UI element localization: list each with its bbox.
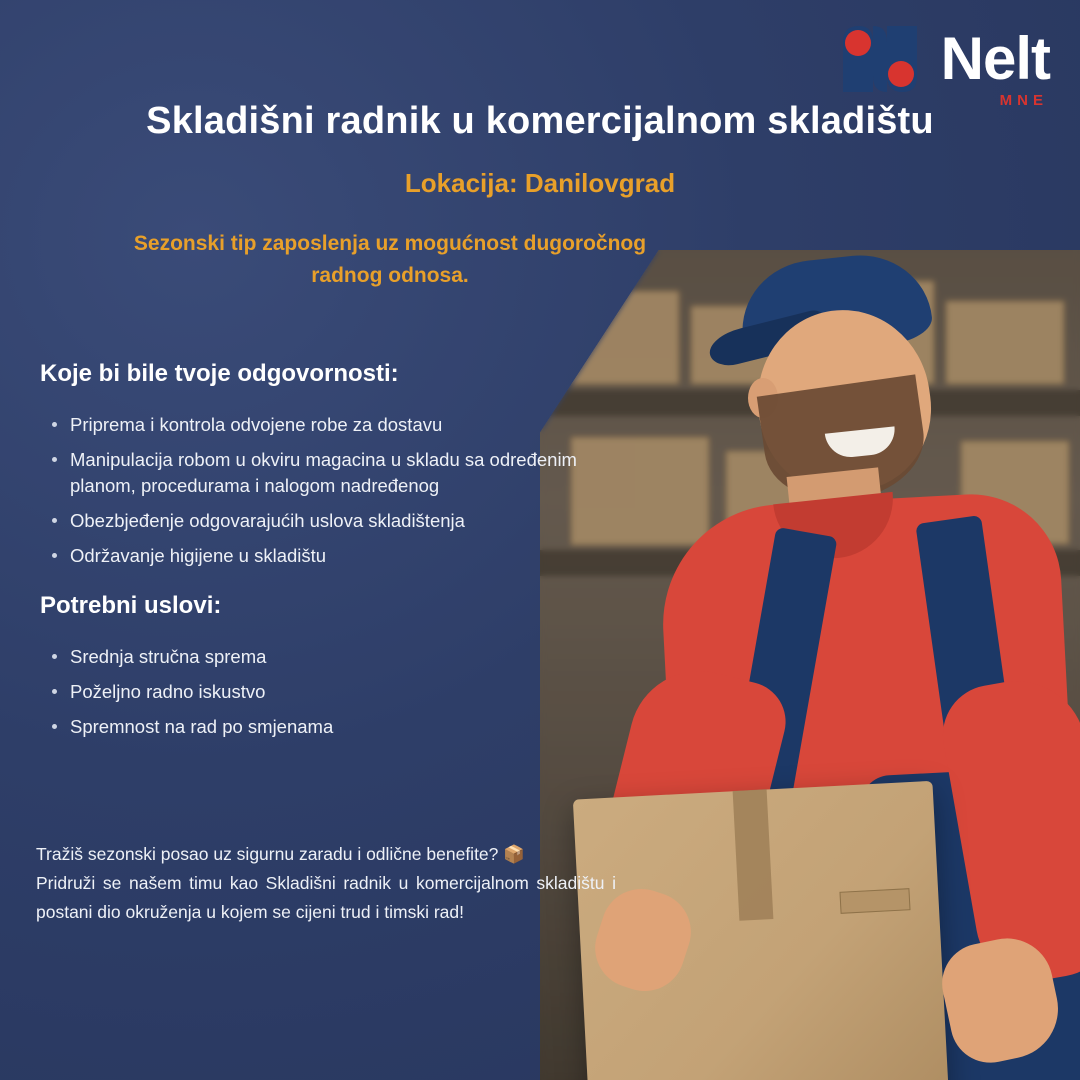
call-to-action — [36, 840, 616, 927]
list-item: Obezbjeđenje odgovarajućih uslova skladištenja — [40, 508, 640, 534]
responsibilities-heading: Koje bi bile tvoje odgovornosti: — [40, 360, 399, 387]
responsibilities-section — [40, 360, 640, 578]
requirements-list — [40, 644, 640, 740]
nelt-logo — [837, 22, 1050, 109]
list-item: Poželjno radno iskustvo — [40, 679, 640, 705]
nelt-logo-wordmark: Nelt — [940, 25, 1050, 92]
nelt-logo-subtext: MNE — [999, 92, 1048, 109]
list-item: Priprema i kontrola odvojene robe za dostavu — [40, 412, 640, 438]
list-item: Spremnost na rad po smjenama — [40, 714, 640, 740]
cta-line-1: Tražiš sezonski posao uz sigurnu zaradu i odlične benefite? 📦 — [36, 844, 526, 864]
cardboard-box-label — [839, 888, 910, 914]
responsibilities-list — [40, 412, 640, 569]
requirements-section — [40, 592, 640, 749]
cardboard-box-seam — [733, 789, 774, 921]
list-item: Održavanje higijene u skladištu — [40, 543, 640, 569]
job-location: Lokacija: Danilovgrad — [404, 168, 676, 198]
cta-line-2: Pridruži se našem timu kao Skladišni radnik u komercijalnom skladištu i postani dio okruženja u kojem se cijeni trud i timski rad! — [36, 873, 616, 922]
list-item: Srednja stručna sprema — [40, 644, 640, 670]
page-title: Skladišni radnik u komercijalnom skladištu — [146, 100, 934, 142]
list-item: Manipulacija robom u okviru magacina u skladu sa određenim planom, procedurama i nalogom nadređenog — [40, 447, 640, 499]
nelt-logo-icon — [837, 22, 923, 96]
employment-type-note: Sezonski tip zaposlenja uz mogućnost dugoročnog radnog odnosa. — [133, 232, 647, 287]
nelt-logo-text — [940, 25, 1050, 109]
requirements-heading: Potrebni uslovi: — [40, 592, 222, 619]
